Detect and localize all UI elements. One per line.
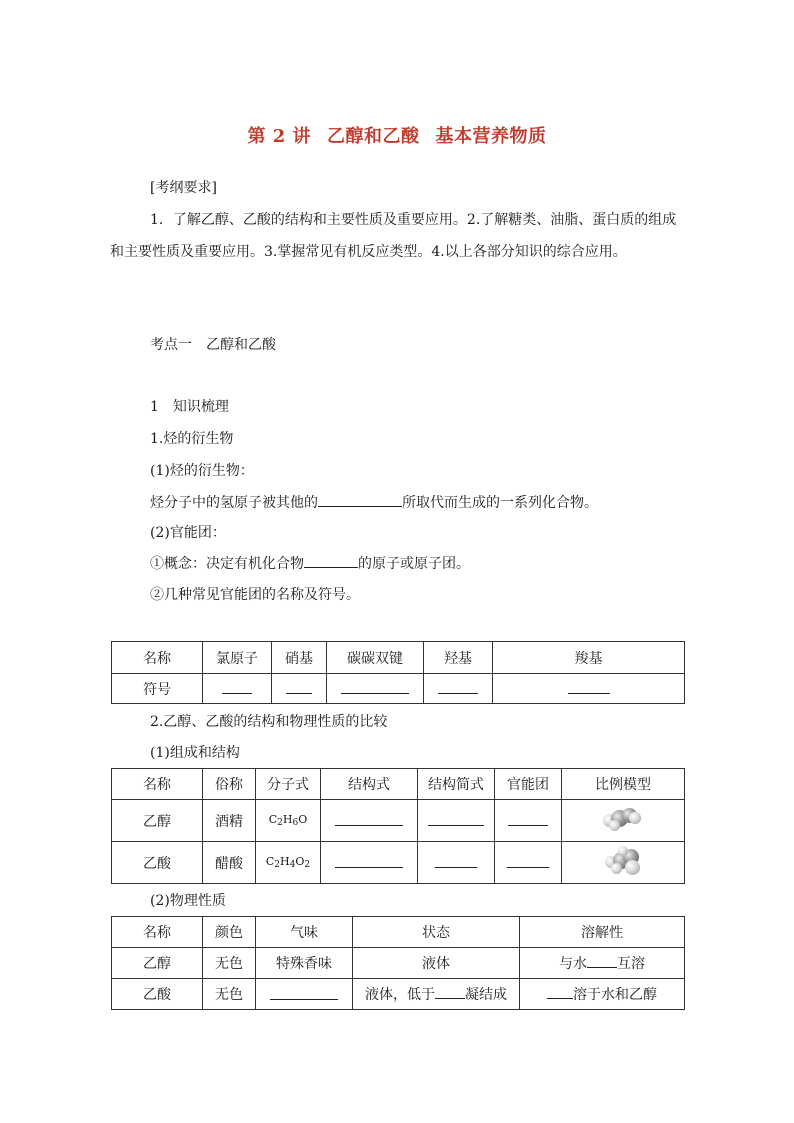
requirements-line-1: 1．了解乙醇、乙酸的结构和主要性质及重要应用。2.了解糖类、油脂、蛋白质的组成: [150, 212, 677, 228]
formula-element: H: [282, 813, 293, 826]
ethanol-space-filling-model: [603, 806, 643, 832]
lesson-number: 第 2 讲: [247, 126, 312, 147]
name-cell: 乙酸: [112, 842, 203, 884]
s1-heading: 1.烃的衍生物: [150, 431, 234, 447]
table-row: [112, 842, 685, 884]
header-cell: 羧基: [493, 642, 685, 674]
answer-cell: [203, 674, 272, 704]
answer-cell: [272, 674, 327, 704]
answer-cell: [321, 800, 418, 842]
color-cell: 无色: [203, 979, 256, 1010]
atom-sphere: [611, 863, 622, 874]
answer-blank[interactable]: [587, 953, 617, 968]
title-part-1: 乙醇和乙酸: [327, 126, 420, 147]
header-cell: 羟基: [424, 642, 493, 674]
answer-blank[interactable]: [335, 811, 403, 826]
header-cell: 硝基: [272, 642, 327, 674]
color-cell: 无色: [203, 948, 256, 979]
table-row: [112, 642, 685, 674]
answer-blank[interactable]: [507, 853, 549, 868]
solubility-text-a: 与水: [559, 956, 587, 972]
solubility-cell: [520, 948, 685, 979]
formula-element: O: [295, 855, 305, 868]
header-cell: 名称: [112, 917, 203, 948]
name-cell: 乙酸: [112, 979, 203, 1010]
header-cell: 分子式: [256, 769, 321, 800]
table-row: [112, 769, 685, 800]
header-cell: 溶解性: [520, 917, 685, 948]
header-cell: 氯原子: [203, 642, 272, 674]
s2-sub2: (2)物理性质: [150, 893, 226, 909]
formula-element: C: [265, 855, 275, 868]
formula-element: C: [268, 813, 278, 826]
solubility-text-b: 溶于水和乙醇: [573, 987, 657, 1003]
answer-cell: [424, 674, 493, 704]
answer-cell: [327, 674, 424, 704]
answer-blank[interactable]: [508, 811, 548, 826]
header-cell: 结构简式: [418, 769, 495, 800]
common-name-cell: 醋酸: [203, 842, 256, 884]
s1-names-line: ②几种常见官能团的名称及符号。: [150, 587, 360, 603]
header-cell: 俗称: [203, 769, 256, 800]
answer-blank[interactable]: [335, 853, 403, 868]
answer-blank[interactable]: [435, 853, 477, 868]
answer-blank[interactable]: [270, 985, 338, 1000]
state-text-b: 凝结成: [465, 987, 507, 1003]
table-row: [112, 917, 685, 948]
s1-concept: [150, 553, 470, 574]
answer-cell: [418, 800, 495, 842]
header-cell: 碳碳双键: [327, 642, 424, 674]
molecular-formula: [256, 800, 321, 842]
formula-element: O: [298, 813, 308, 826]
atom-sphere: [618, 846, 628, 856]
smell-cell: 特殊香味: [256, 948, 353, 979]
s1-definition-b: 所取代而生成的一系列化合物。: [402, 495, 598, 511]
requirements-heading: [考纲要求]: [150, 180, 217, 196]
answer-cell: [495, 800, 562, 842]
s2-sub1: (1)组成和结构: [150, 745, 240, 761]
header-cell: 颜色: [203, 917, 256, 948]
atom-sphere: [609, 820, 620, 831]
s1-definition-a: 烃分子中的氢原子被其他的: [150, 495, 318, 511]
answer-blank[interactable]: [435, 984, 465, 999]
state-text-a: 液体，低于: [365, 987, 435, 1003]
row-label-symbol: 符号: [112, 674, 203, 704]
page-title: [0, 122, 794, 148]
answer-blank[interactable]: [222, 679, 252, 694]
answer-blank[interactable]: [286, 679, 312, 694]
answer-cell: [418, 842, 495, 884]
answer-blank[interactable]: [547, 984, 573, 999]
answer-cell: [321, 842, 418, 884]
state-cell: [353, 979, 520, 1010]
formula-subscript: 2: [274, 860, 281, 870]
answer-blank[interactable]: [428, 811, 484, 826]
formula-subscript: 6: [292, 818, 299, 828]
name-cell: 乙醇: [112, 800, 203, 842]
answer-blank[interactable]: [438, 679, 478, 694]
section-zhishi: 1 知识梳理: [150, 399, 229, 415]
table-row: [112, 979, 685, 1010]
s1-sub2: (2)官能团：: [150, 525, 226, 541]
answer-cell: [493, 674, 685, 704]
title-part-2: 基本营养物质: [435, 126, 547, 147]
structure-table: [111, 768, 685, 884]
formula-subscript: 4: [289, 860, 296, 870]
solubility-cell: [520, 979, 685, 1010]
state-cell: 液体: [353, 948, 520, 979]
molecular-formula: [256, 842, 321, 884]
section-kaodian: 考点一 乙醇和乙酸: [150, 337, 276, 353]
common-name-cell: 酒精: [203, 800, 256, 842]
header-cell: 官能团: [495, 769, 562, 800]
atom-sphere: [625, 860, 640, 875]
s2-heading: 2.乙醇、乙酸的结构和物理性质的比较: [150, 714, 388, 730]
table-row: [112, 800, 685, 842]
answer-blank[interactable]: [568, 679, 610, 694]
solubility-text-b: 互溶: [617, 956, 645, 972]
header-cell: 结构式: [321, 769, 418, 800]
s1-concept-a: ①概念：决定有机化合物: [150, 556, 304, 572]
formula-subscript: 2: [304, 860, 311, 870]
answer-blank[interactable]: [304, 553, 358, 568]
answer-blank[interactable]: [341, 679, 409, 694]
answer-blank[interactable]: [318, 492, 402, 507]
header-cell: 状态: [353, 917, 520, 948]
physical-properties-table: [111, 916, 685, 1010]
functional-group-table: [111, 641, 685, 704]
header-cell: 名称: [112, 769, 203, 800]
s1-definition: [150, 492, 598, 513]
ethanol-model-cell: [562, 800, 685, 842]
acetic-acid-space-filling-model: [603, 846, 643, 876]
requirements-line-2: 和主要性质及重要应用。3.掌握常见有机反应类型。4.以上各部分知识的综合应用。: [110, 244, 627, 260]
s1-concept-b: 的原子或原子团。: [358, 556, 470, 572]
table-row: [112, 948, 685, 979]
answer-cell: [495, 842, 562, 884]
formula-subscript: 2: [277, 818, 283, 828]
name-cell: 乙醇: [112, 948, 203, 979]
atom-sphere: [629, 812, 641, 824]
formula-element: H: [280, 855, 290, 868]
header-cell: 比例模型: [562, 769, 685, 800]
acetic-acid-model-cell: [562, 842, 685, 884]
header-cell: 气味: [256, 917, 353, 948]
s1-sub1: (1)烃的衍生物：: [150, 463, 254, 479]
table-row: [112, 674, 685, 704]
row-label-name: 名称: [112, 642, 203, 674]
answer-cell: [256, 979, 353, 1010]
